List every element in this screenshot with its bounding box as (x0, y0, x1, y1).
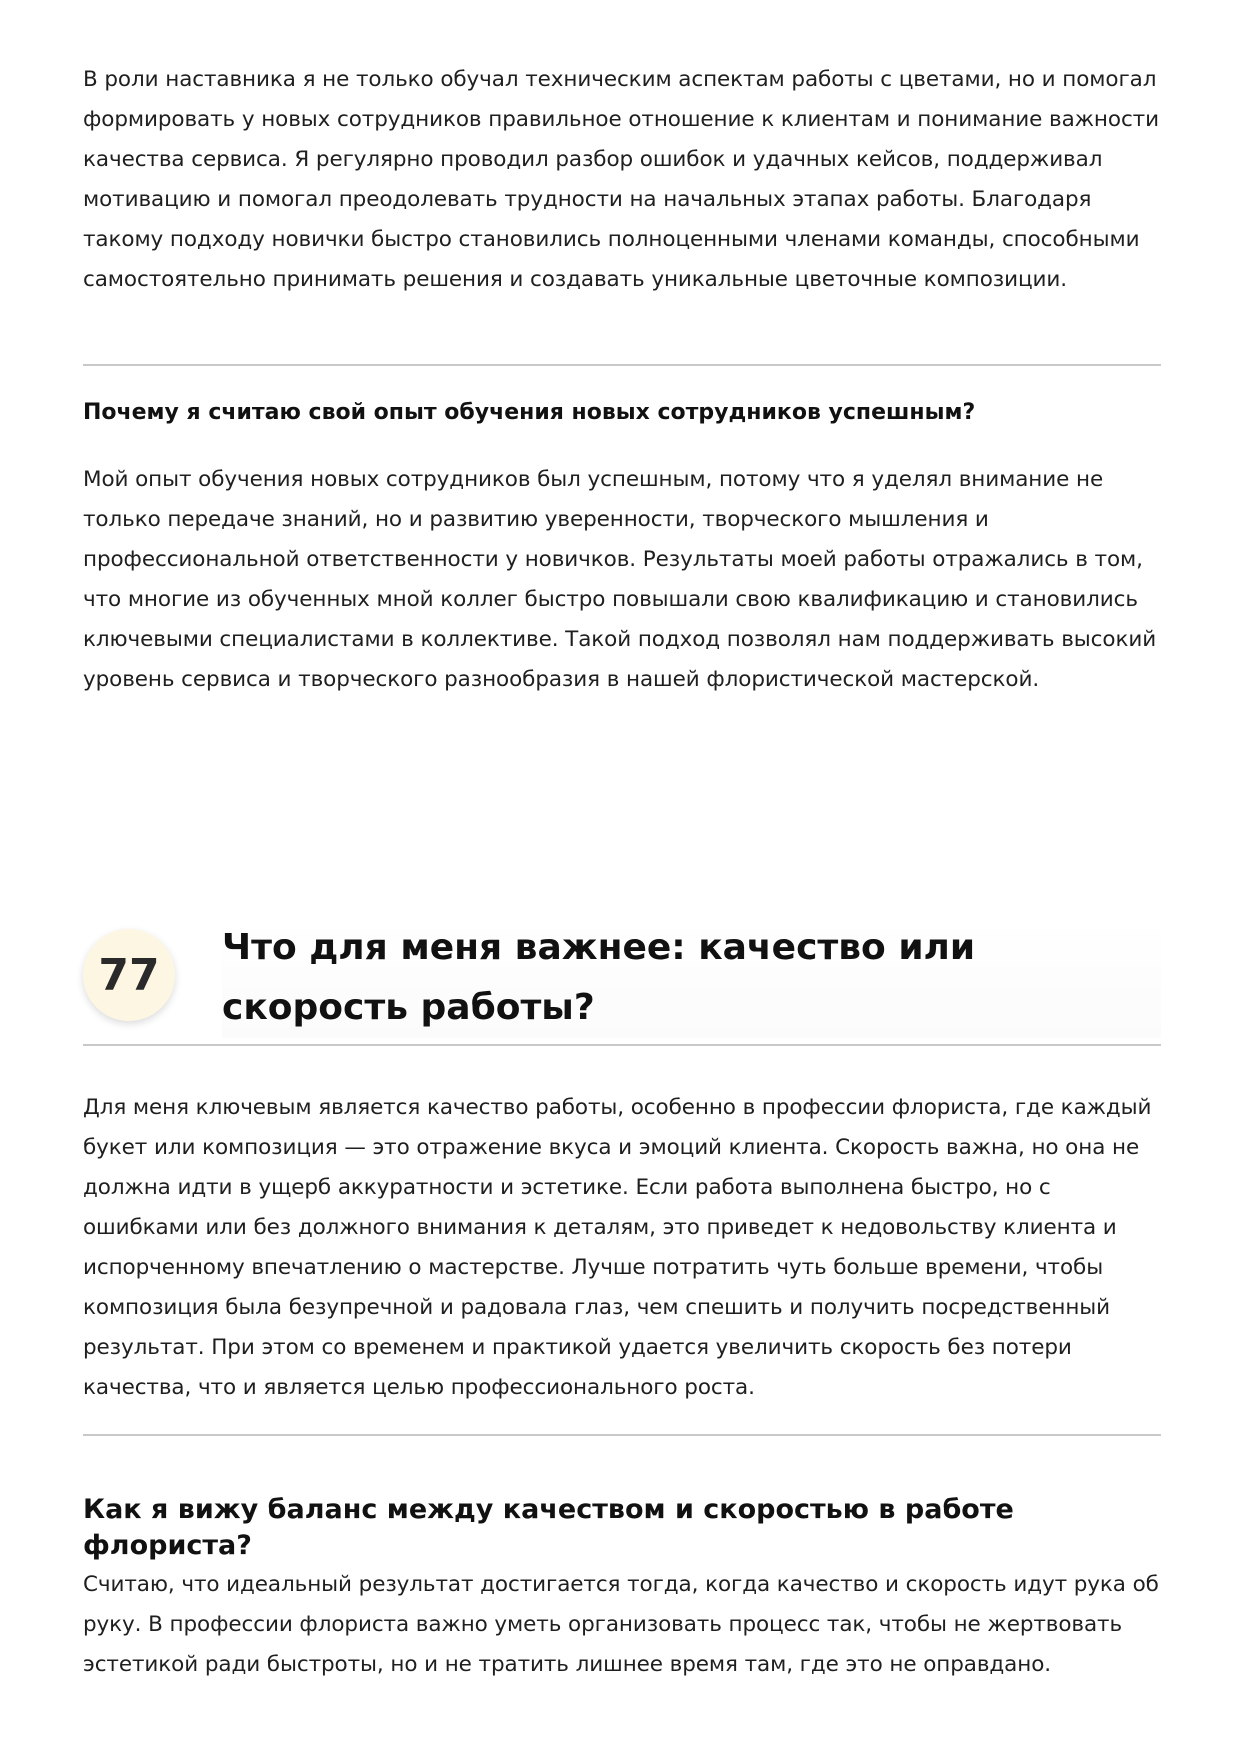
section-number-badge (83, 929, 175, 1021)
question-heading-training: Почему я считаю свой опыт обучения новых сотрудников успешным? (83, 400, 976, 425)
section-title: Что для меня важнее: качество или скорость работы? (222, 918, 1161, 1038)
divider (83, 364, 1161, 366)
divider (83, 1434, 1161, 1436)
question-heading-balance: Как я вижу баланс между качеством и скоростью в работе флориста? (83, 1494, 1014, 1561)
section-header (83, 918, 1161, 1048)
section-number: 77 (98, 949, 160, 1001)
divider (83, 1044, 1161, 1046)
answer-paragraph-balance: Считаю, что идеальный результат достигается тогда, когда качество и скорость идут рука об руку. В профессии флориста важно уметь организовать процесс так, чтобы не жертвовать эстетикой ради быстроты, но и не тратить лишнее время там, где это не оправдано. (83, 1572, 1159, 1677)
answer-paragraph-training: Мой опыт обучения новых сотрудников был успешным, потому что я уделял внимание не только передаче знаний, но и развитию уверенности, творческого мышления и профессиональной ответственности у новичков. Результаты моей работы отражались в том, что многие из обученных мной коллег быстро повышали свою квалификацию и становились ключевыми специалистами в коллективе. Такой подход позволял нам поддерживать высокий уровень сервиса и творческого разнообразия в нашей флористической мастерской. (83, 467, 1157, 692)
intro-paragraph: В роли наставника я не только обучал техническим аспектам работы с цветами, но и помогал формировать у новых сотрудников правильное отношение к клиентам и понимание важности качества сервиса. Я регулярно проводил разбор ошибок и удачных кейсов, поддерживал мотивацию и помогал преодолевать трудности на начальных этапах работы. Благодаря такому подходу новички быстро становились полноценными членами команды, способными самостоятельно принимать решения и создавать уникальные цветочные композиции. (83, 67, 1159, 292)
answer-paragraph-quality: Для меня ключевым является качество работы, особенно в профессии флориста, где каждый букет или композиция — это отражение вкуса и эмоций клиента. Скорость важна, но она не должна идти в ущерб аккуратности и эстетике. Если работа выполнена быстро, но с ошибками или без должного внимания к деталям, это приведет к недовольству клиента и испорченному впечатлению о мастерстве. Лучше потратить чуть больше времени, чтобы композиция была безупречной и радовала глаз, чем спешить и получить посредственный результат. При этом со временем и практикой удается увеличить скорость без потери качества, что и является целью профессионального роста. (83, 1095, 1152, 1400)
